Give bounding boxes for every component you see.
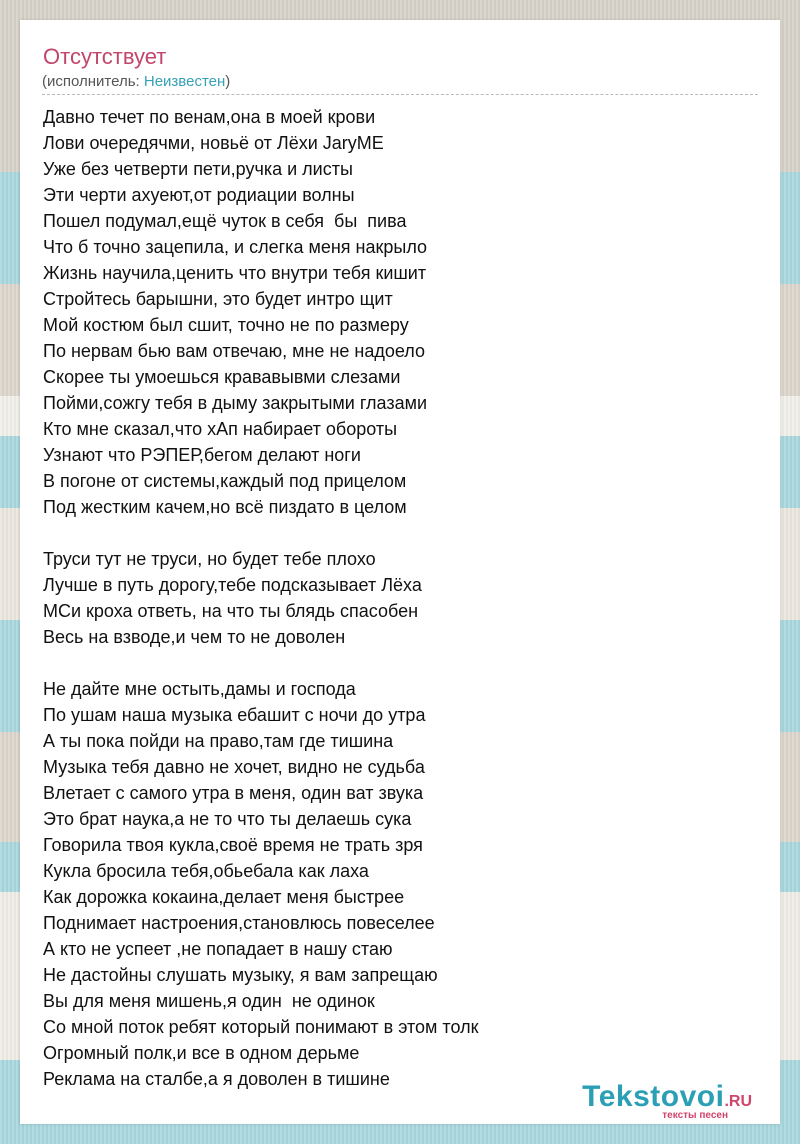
lyric-line: В погоне от системы,каждый под прицелом	[43, 471, 407, 491]
lyric-line	[43, 520, 763, 546]
lyric-line: Музыка тебя давно не хочет, видно не судьба	[43, 757, 425, 777]
lyric-line: Огромный полк,и все в одном дерьме	[43, 1043, 360, 1063]
artist-line	[42, 73, 230, 90]
lyric-line: Поднимает настроения,становлюсь повеселее	[43, 913, 435, 933]
lyric-line: Эти черти ахуеют,от родиации волны	[43, 185, 355, 205]
lyric-line: Труси тут не труси, но будет тебе плохо	[43, 549, 376, 569]
lyric-line: Это брат наука,а не то что ты делаешь сука	[43, 809, 412, 829]
title-divider	[42, 94, 758, 95]
lyric-line: Со мной поток ребят который понимают в этом толк	[43, 1017, 479, 1037]
lyric-line: Что б точно зацепила, и слегка меня накрыло	[43, 237, 428, 257]
lyric-line: Уже без четверти пети,ручка и листы	[43, 159, 353, 179]
lyric-line: Под жестким качем,но всё пиздато в целом	[43, 497, 407, 517]
song-title: Отсутствует	[43, 44, 167, 69]
lyric-line: Стройтесь барышни, это будет интро щит	[43, 289, 393, 309]
lyric-line: Как дорожка кокаина,делает меня быстрее	[43, 887, 405, 907]
artist-link[interactable]: Неизвестен	[143, 73, 226, 90]
lyric-line: Реклама на сталбе,а я доволен в тишине	[43, 1069, 390, 1089]
lyric-line: Узнают что РЭПЕР,бегом делают ноги	[43, 445, 361, 465]
lyric-line: Не дастойны слушать музыку, я вам запрещаю	[43, 965, 438, 985]
lyric-line: Лучше в путь дорогу,тебе подсказывает Лёха	[43, 575, 422, 595]
lyric-line: Скорее ты умоешься крававывми слезами	[43, 367, 401, 387]
lyric-line: Пошел подумал,ещё чуток в себя бы пива	[43, 211, 407, 231]
artist-prefix: (исполнитель:	[42, 73, 144, 90]
lyric-line: Говорила твоя кукла,своё время не трать зря	[43, 835, 423, 855]
lyric-line: Лови очередячми, новьё от Лёхи JaryME	[43, 133, 384, 153]
lyric-line: А ты пока пойди на право,там где тишина	[43, 731, 394, 751]
lyric-line: Давно течет по венам,она в моей крови	[43, 107, 376, 127]
lyric-line: Весь на взводе,и чем то не доволен	[43, 627, 346, 647]
site-logo[interactable]	[582, 1080, 752, 1121]
lyric-line: По нервам бью вам отвечаю, мне не надоело	[43, 341, 425, 361]
logo-suffix: .RU	[724, 1093, 752, 1110]
lyrics-text	[43, 104, 763, 1092]
lyric-line: Кукла бросила тебя,обьебала как лаха	[43, 861, 369, 881]
lyric-line: Кто мне сказал,что хАп набирает обороты	[43, 419, 398, 439]
lyric-line: МСи кроха ответь, на что ты блядь спасобен	[43, 601, 419, 621]
lyric-line: Жизнь научила,ценить что внутри тебя кишит	[43, 263, 427, 283]
lyric-line: Вы для меня мишень,я один не одинок	[43, 991, 375, 1011]
logo-name: Tekstovoi	[582, 1080, 725, 1113]
lyrics-card	[20, 20, 780, 1124]
lyric-line: Пойми,сожгу тебя в дыму закрытыми глазами	[43, 393, 428, 413]
artist-suffix: )	[225, 73, 231, 90]
lyric-line: Влетает с самого утра в меня, один ват звука	[43, 783, 424, 803]
lyric-line	[43, 650, 763, 676]
lyric-line: Мой костюм был сшит, точно не по размеру	[43, 315, 409, 335]
lyric-line: Не дайте мне остыть,дамы и господа	[43, 679, 356, 699]
lyric-line: А кто не успеет ,не попадает в нашу стаю	[43, 939, 393, 959]
lyric-line: По ушам наша музыка ебашит с ночи до утра	[43, 705, 426, 725]
logo-tagline: тексты песен	[662, 1110, 728, 1121]
